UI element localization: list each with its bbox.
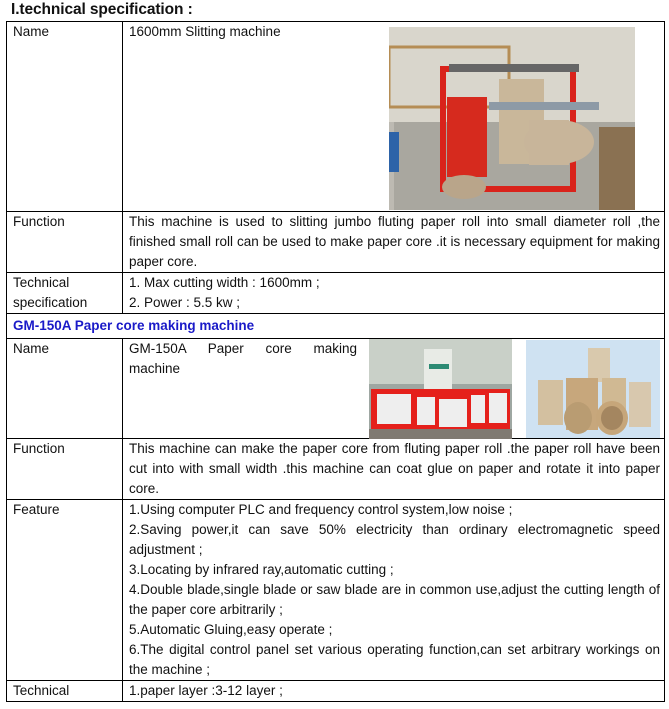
table-row <box>7 500 665 681</box>
label-cell: Function <box>7 439 123 500</box>
table-row <box>7 273 665 314</box>
label-cell: Name <box>7 22 123 212</box>
value-cell: 1.paper layer :3-12 layer ; <box>123 681 665 702</box>
spec-table <box>6 21 665 702</box>
feature-item: 2.Saving power,it can save 50% electricity than ordinary electromagnetic speed adjustment ; <box>129 522 660 557</box>
table-row <box>7 314 665 339</box>
spec-item: 1. Max cutting width : 1600mm ; <box>129 275 320 290</box>
table-row <box>7 212 665 273</box>
value-cell <box>123 500 665 681</box>
feature-item: 3.Locating by infrared ray,automatic cutting ; <box>129 562 394 577</box>
machine-name: GM-150A Paper core making machine <box>129 341 357 376</box>
table-row <box>7 681 665 702</box>
table-row <box>7 339 665 439</box>
label-cell: Technical <box>7 681 123 702</box>
feature-item: 5.Automatic Gluing,easy operate ; <box>129 622 333 637</box>
spec-item: 2. Power : 5.5 kw ; <box>129 295 241 310</box>
feature-item: 4.Double blade,single blade or saw blade are in common use,adjust the cutting length of the paper core arbitrarily ; <box>129 582 660 617</box>
feature-item: 6.The digital control panel set various operating function,can set arbitrary workings on the machine ; <box>129 642 660 677</box>
label-cell: Technical specification <box>7 273 123 314</box>
value-cell: This machine is used to slitting jumbo fluting paper roll into small diameter roll ,the finished small roll can be used to make paper core .it is necessary equipment for making paper core. <box>123 212 665 273</box>
page-heading: I.technical specification : <box>11 1 193 18</box>
value-cell <box>123 339 665 439</box>
slitting-machine-image <box>389 27 635 210</box>
section-title: GM-150A Paper core making machine <box>7 314 665 339</box>
feature-item: 1.Using computer PLC and frequency control system,low noise ; <box>129 502 513 517</box>
value-cell <box>123 273 665 314</box>
table-row <box>7 439 665 500</box>
label-cell: Name <box>7 339 123 439</box>
paper-cores-image <box>526 340 660 438</box>
paper-core-machine-image <box>369 339 512 439</box>
value-cell: This machine can make the paper core from fluting paper roll .the paper roll have been cut into with small width .this machine can coat glue on paper and rotate it into paper core. <box>123 439 665 500</box>
machine-name: 1600mm Slitting machine <box>129 24 281 39</box>
value-cell <box>123 22 665 212</box>
table-row <box>7 22 665 212</box>
label-cell: Feature <box>7 500 123 681</box>
label-cell: Function <box>7 212 123 273</box>
